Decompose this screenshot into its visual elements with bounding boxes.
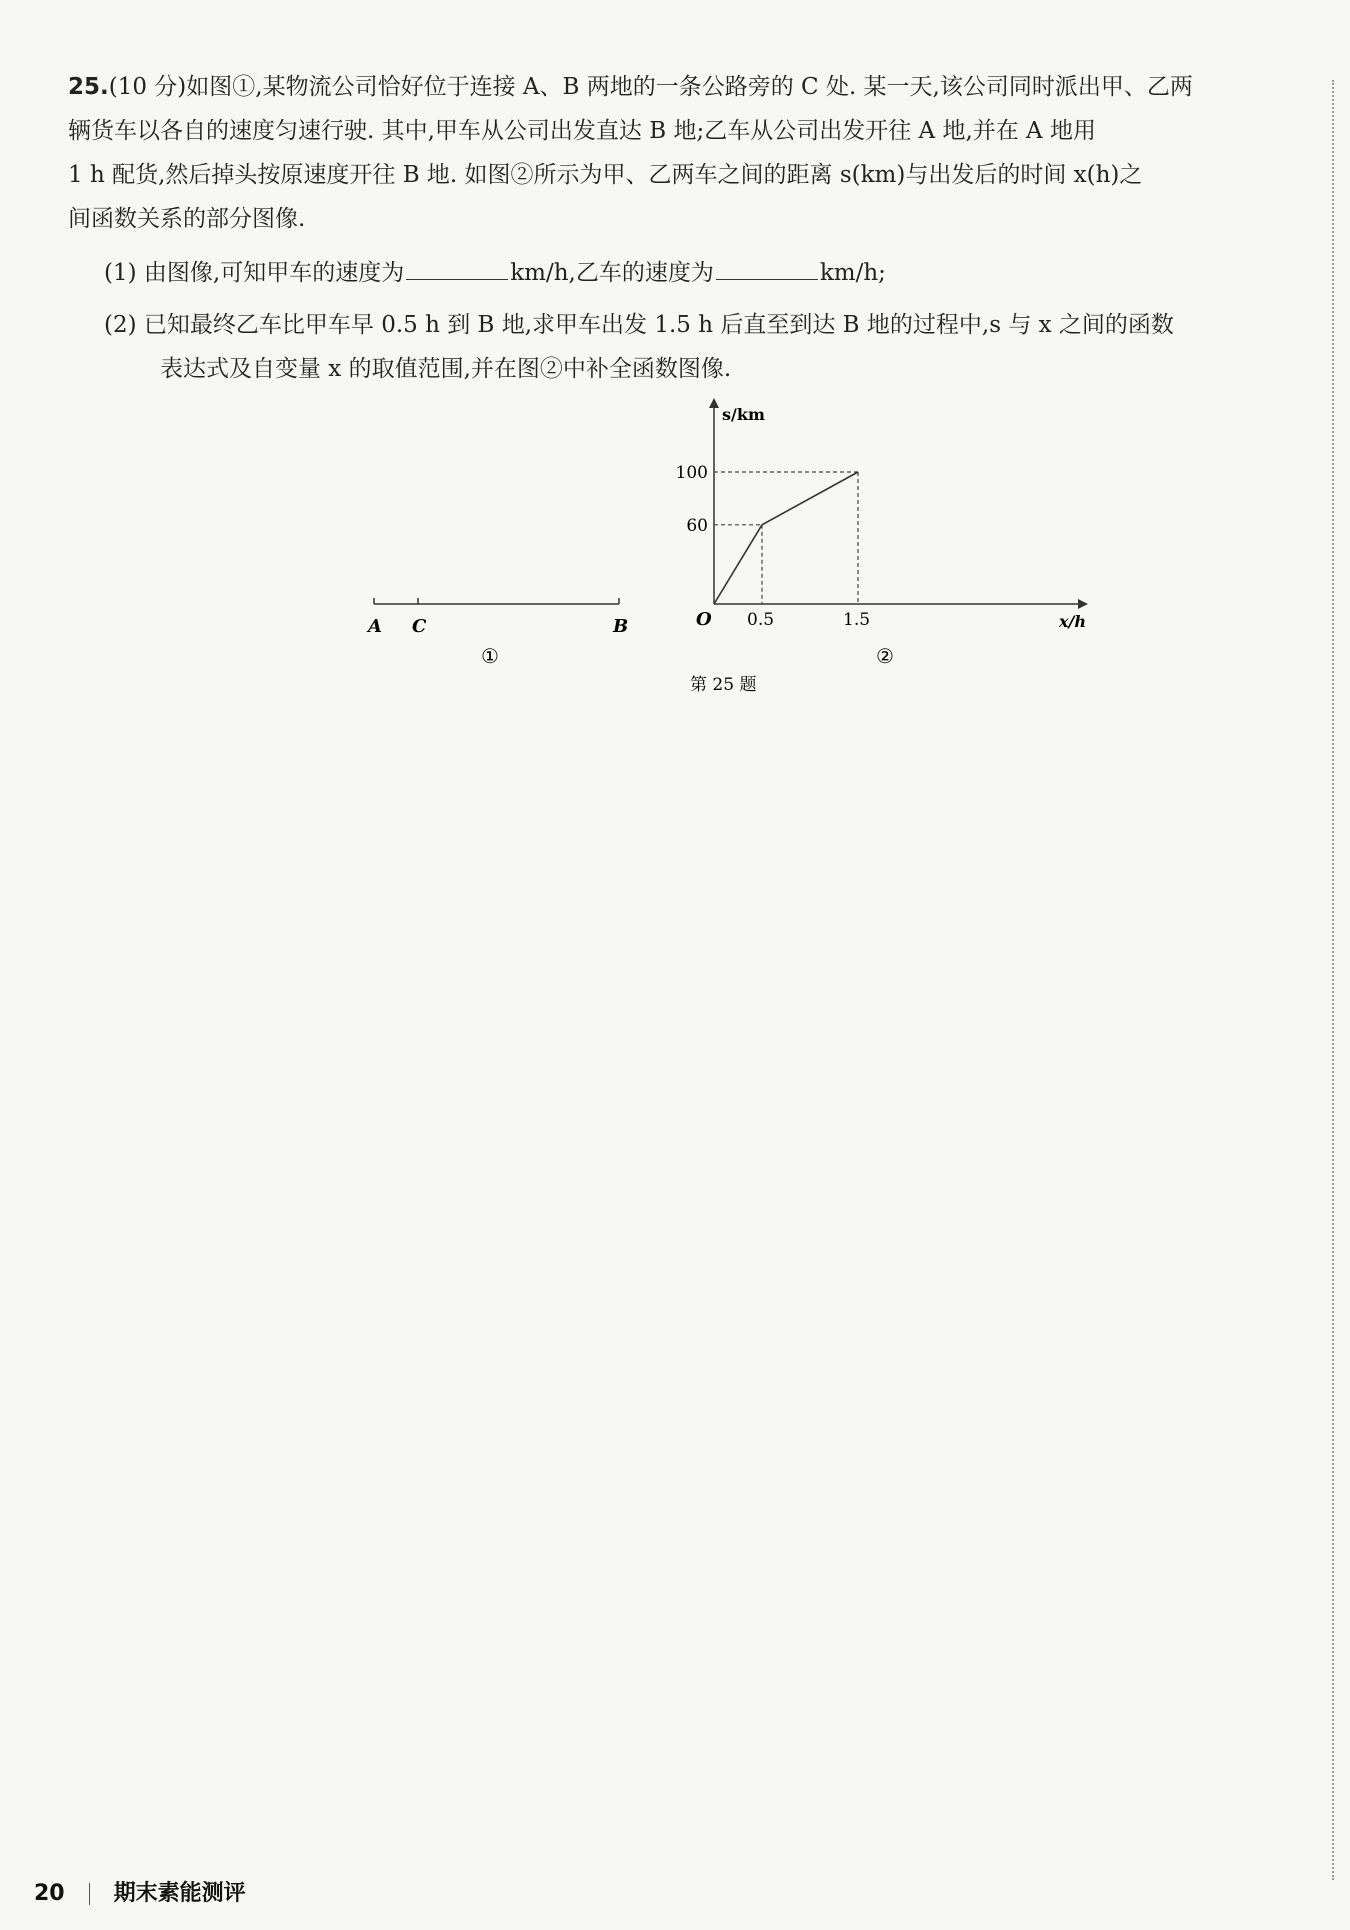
answer-blank-speed-jia[interactable] (406, 259, 508, 280)
origin-label: O (696, 609, 712, 630)
figures (0, 380, 1350, 1100)
x-axis-label: x/h (1059, 612, 1087, 631)
part-2-line-2: 表达式及自变量 x 的取值范围,并在图②中补全函数图像. (160, 356, 732, 382)
question-line-3: 1 h 配货,然后掉头按原速度开往 B 地. 如图②所示为甲、乙两车之间的距离 s(km)与出发后的时间 x(h)之 (68, 162, 1143, 188)
question-line-4: 间函数关系的部分图像. (68, 206, 306, 232)
figure-1-caption: ① (481, 644, 499, 668)
part-1-text-b: km/h,乙车的速度为 (510, 260, 714, 286)
page-number: 20 (34, 1881, 65, 1906)
question-line-2: 辆货车以各自的速度匀速行驶. 其中,甲车从公司出发直达 B 地;乙车从公司出发开往 A 地,并在 A 地用 (68, 118, 1096, 144)
y-tick-label: 100 (675, 463, 708, 483)
part-2-line-1: (2) 已知最终乙车比甲车早 0.5 h 到 B 地,求甲车出发 1.5 h 后直至到达 B 地的过程中,s 与 x 之间的函数 (104, 312, 1174, 338)
series-lines (714, 472, 858, 604)
x-tick-label: 0.5 (747, 610, 775, 630)
part-1 (104, 258, 886, 288)
question-line-1 (68, 72, 1193, 102)
label-c: C (412, 616, 427, 637)
footer-title: 期末素能测评 (113, 1881, 246, 1906)
y-tick-label: 60 (686, 515, 708, 536)
figure-2-graph (676, 398, 1088, 668)
x-axis-arrow-icon (1078, 599, 1088, 609)
page-footer (34, 1876, 246, 1907)
y-axis-label: s/km (722, 405, 765, 424)
x-tick-label: 1.5 (843, 610, 871, 630)
series-segment (714, 525, 762, 604)
label-a: A (368, 616, 382, 637)
question-number: 25. (68, 74, 109, 100)
label-b: B (613, 616, 629, 637)
figure-1-road (366, 598, 628, 668)
series-segment (762, 472, 858, 525)
answer-blank-speed-yi[interactable] (716, 259, 818, 280)
guide-lines (714, 472, 858, 604)
y-axis-arrow-icon (709, 398, 719, 408)
question-text-1: (10 分)如图①,某物流公司恰好位于连接 A、B 两地的一条公路旁的 C 处. 某一天,该公司同时派出甲、乙两 (108, 74, 1193, 100)
footer-separator (89, 1883, 90, 1905)
part-1-text-c: km/h; (819, 260, 886, 286)
figure-2-caption: ② (876, 644, 894, 668)
part-1-text-a: (1) 由图像,可知甲车的速度为 (104, 260, 405, 286)
figure-caption: 第 25 题 (690, 675, 757, 695)
tick-labels (676, 463, 871, 630)
